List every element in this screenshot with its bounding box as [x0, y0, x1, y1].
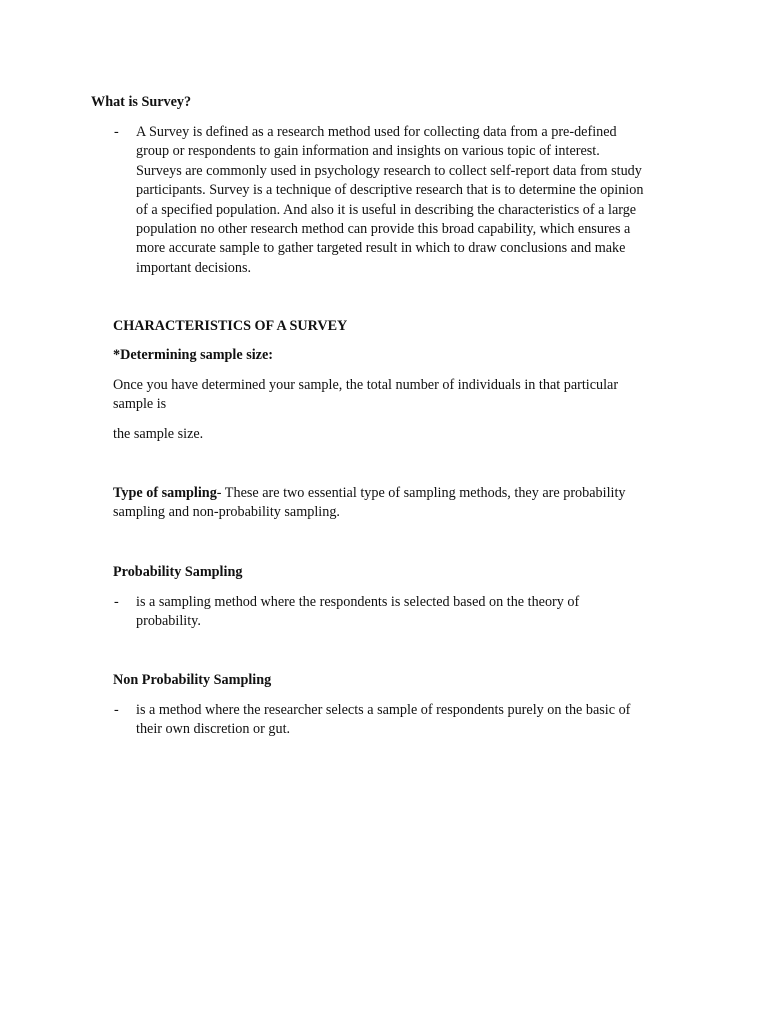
bullet-dash: - — [114, 594, 119, 610]
paragraph-line — [113, 484, 673, 503]
paragraph-line: is a method where the researcher selects a sample of respondents purely on the basic of — [136, 702, 631, 718]
bullet-dash: - — [114, 702, 119, 718]
paragraph-line: population no other research method can provide this broad capability, which ensures a — [136, 221, 631, 238]
paragraph-line: probability. — [136, 613, 201, 630]
paragraph-line: of a specified population. And also it is useful in describing the characteristics of a large — [136, 201, 637, 218]
subsection-heading: Non Probability Sampling — [113, 672, 272, 688]
inline-text: - These are two essential type of sampling methods, they are probability — [216, 485, 626, 501]
paragraph-line: Surveys are commonly used in psychology research to collect self-report data from study — [136, 162, 642, 179]
paragraph-line: sample is — [113, 396, 167, 413]
sample-size-paragraph — [113, 376, 618, 415]
paragraph-line: A Survey is defined as a research method used for collecting data from a pre-defined — [136, 124, 617, 140]
paragraph-line: group or respondents to gain information and insights on various topic of interest. — [136, 143, 600, 160]
type-of-sampling-paragraph — [113, 484, 673, 523]
inline-label: Type of sampling — [113, 485, 217, 501]
non-probability-paragraph — [136, 701, 630, 740]
page-title: What is Survey? — [91, 94, 192, 110]
paragraph-line: important decisions. — [136, 259, 252, 276]
paragraph-line: sampling and non-probability sampling. — [113, 504, 340, 521]
paragraph-line: their own discretion or gut. — [136, 721, 291, 738]
intro-paragraph — [136, 123, 643, 278]
subsection-heading: *Determining sample size: — [113, 347, 273, 363]
paragraph-line: is a sampling method where the respondents is selected based on the theory of — [136, 594, 580, 610]
probability-paragraph — [136, 593, 579, 632]
section-heading: CHARACTERISTICS OF A SURVEY — [113, 318, 348, 334]
paragraph-line: participants. Survey is a technique of descriptive research that is to determine the opinion — [136, 182, 644, 199]
paragraph-line: Once you have determined your sample, the total number of individuals in that particular — [113, 377, 619, 393]
subsection-heading: Probability Sampling — [113, 564, 243, 580]
paragraph-line: the sample size. — [113, 426, 204, 442]
bullet-dash: - — [114, 124, 119, 140]
paragraph-line: more accurate sample to gather targeted result in which to draw conclusions and make — [136, 240, 626, 257]
